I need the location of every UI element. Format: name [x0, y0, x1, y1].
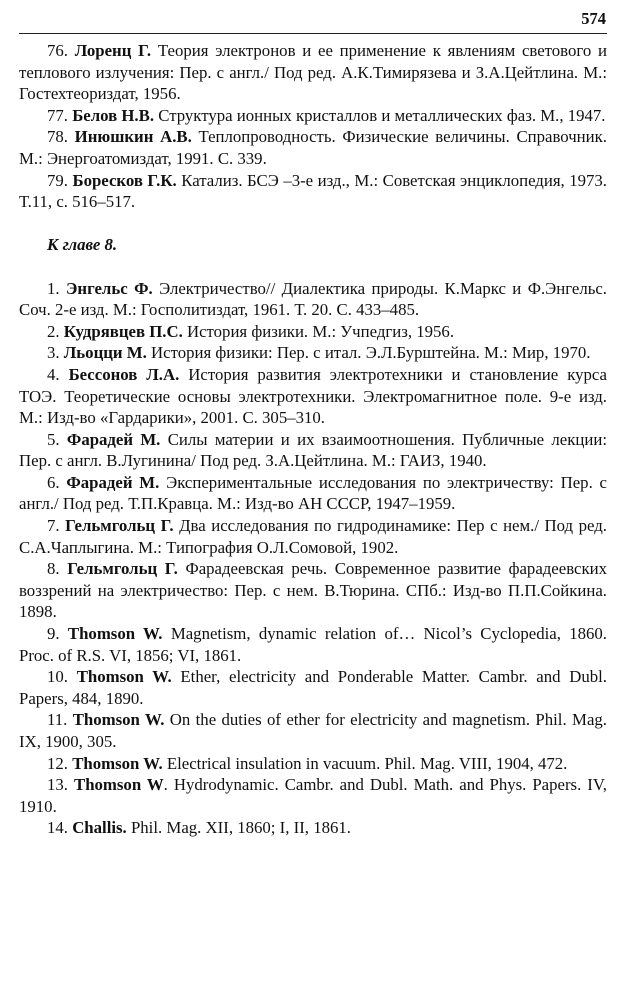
- references-group-previous-chapter: [19, 40, 607, 213]
- reference-entry: [19, 753, 607, 775]
- entry-text: История физики: Пер. с итал. Э.Л.Бурштейна. М.: Мир, 1970.: [151, 343, 591, 363]
- entry-author: Белов Н.В.: [72, 105, 155, 125]
- entry-author: Гельмгольц Г.: [67, 559, 178, 579]
- entry-author: Энгельс Ф.: [66, 278, 153, 298]
- reference-entry: [19, 623, 607, 666]
- entry-author: Кудрявцев П.С.: [63, 321, 183, 341]
- entry-text: Ether, electricity and Ponderable Matter. Cambr. and Dubl. Papers, 484, 1890.: [19, 667, 607, 708]
- entry-text: История развития электротехники и становление курса ТОЭ. Теоретические основы электротехники. Электромагнитное поле. 9-е изд. М.: Изд-во «Гардарики», 2001. С. 305–310.: [19, 364, 607, 428]
- reference-list: [19, 40, 607, 839]
- entry-text: On the duties of ether for electricity and magnetism. Phil. Mag. IX, 1900, 305.: [19, 710, 607, 751]
- reference-entry: [19, 666, 607, 709]
- entry-number: 77.: [47, 105, 68, 125]
- entry-number: 13.: [47, 775, 68, 795]
- entry-author: Фарадей М.: [66, 429, 161, 449]
- reference-entry: [19, 817, 607, 839]
- entry-number: 3.: [47, 343, 60, 363]
- reference-entry: [19, 472, 607, 515]
- reference-entry: [19, 709, 607, 752]
- entry-text: Экспериментальные исследования по электричеству: Пер. с англ./ Под ред. Т.П.Кравца. М.: Изд-во АН СССР, 1947–1959.: [19, 472, 607, 514]
- entry-number: 9.: [47, 624, 60, 644]
- entry-author: Льоцци М.: [63, 343, 147, 363]
- entry-text: Электричество// Диалектика природы. К.Маркс и Ф.Энгельс. Соч. 2-е изд. М.: Госполитиздат, 1961. Т. 20. С. 433–485.: [19, 278, 607, 320]
- reference-entry: [19, 342, 607, 364]
- reference-entry: [19, 170, 607, 213]
- reference-entry: [19, 364, 607, 429]
- reference-entry: [19, 774, 607, 817]
- entry-number: 7.: [47, 516, 60, 536]
- page-number: 574: [581, 9, 606, 28]
- entry-number: 6.: [47, 472, 60, 492]
- entry-number: 76.: [47, 41, 68, 60]
- entry-number: 5.: [47, 429, 60, 449]
- entry-number: 1.: [47, 278, 60, 298]
- entry-text: Electrical insulation in vacuum. Phil. Mag. VIII, 1904, 472.: [166, 753, 568, 773]
- entry-author: Лоренц Г.: [74, 41, 152, 60]
- entry-author: Challis.: [72, 818, 127, 838]
- entry-author: Гельмгольц Г.: [65, 516, 174, 536]
- entry-number: 8.: [47, 559, 60, 579]
- entry-text: История физики. М.: Учпедгиз, 1956.: [186, 321, 455, 341]
- spacer: [19, 256, 607, 278]
- entry-text: Структура ионных кристаллов и металлических фаз. М., 1947.: [158, 105, 606, 125]
- entry-author: Thomson W.: [72, 753, 163, 773]
- entry-author: Thomson W.: [67, 624, 163, 644]
- reference-entry: [19, 126, 607, 169]
- entry-text: Magnetism, dynamic relation of… Nicol’s Cyclopedia, 1860. Proc. of R.S. VI, 1856; VI, 1861.: [19, 624, 607, 665]
- entry-number: 78.: [47, 127, 68, 147]
- entry-author: Боресков Г.К.: [72, 170, 177, 190]
- entry-text: Теплопроводность. Физические величины. Справочник. М.: Энергоатомиздат, 1991. С. 339.: [19, 127, 607, 168]
- section-heading: К главе 8.: [47, 235, 118, 255]
- header-rule: [19, 33, 607, 34]
- reference-entry: [19, 558, 607, 623]
- entry-author: Фарадей М.: [66, 472, 160, 492]
- entry-number: 10.: [47, 667, 68, 687]
- reference-entry: [19, 278, 607, 321]
- entry-author: Thomson W: [74, 775, 164, 795]
- entry-text: Теория электронов и ее применение к явлениям светового и теплового излучения: Пер. с англ./ Под ред. А.К.Тимирязева и З.А.Цейтлина. М.: Гостехтеориздат, 1956.: [19, 41, 607, 104]
- references-group-chapter-8: [19, 278, 607, 839]
- entry-number: 4.: [47, 364, 60, 384]
- entry-number: 11.: [47, 710, 68, 730]
- entry-text: . Hydrodynamic. Cambr. and Dubl. Math. and Phys. Papers. IV, 1910.: [19, 775, 608, 816]
- entry-text: Фарадеевская речь. Современное развитие фарадеевских воззрений на электричество: Пер. с нем. В.Тюрина. СПб.: Изд-во П.П.Сойкина. 1898.: [19, 559, 607, 622]
- reference-entry: [19, 515, 607, 558]
- reference-entry: [19, 40, 607, 105]
- spacer: [19, 213, 607, 235]
- entry-author: Инюшкин А.В.: [74, 127, 192, 147]
- reference-entry: [19, 429, 607, 472]
- entry-text: Силы материи и их взаимоотношения. Публичные лекции: Пер. с англ. В.Лугинина/ Под ред. З.А.Цейтлина. М.: ГАИЗ, 1940.: [19, 429, 607, 471]
- entry-number: 2.: [47, 321, 60, 341]
- entry-text: Phil. Mag. XII, 1860; I, II, 1861.: [130, 818, 351, 838]
- entry-number: 79.: [47, 170, 68, 190]
- entry-number: 12.: [47, 753, 68, 773]
- reference-entry: [19, 105, 607, 127]
- entry-author: Thomson W.: [72, 710, 165, 730]
- entry-author: Thomson W.: [76, 667, 172, 687]
- entry-text: Два исследования по гидродинамике: Пер с нем./ Под ред. С.А.Чаплыгина. М.: Типография О.Л.Сомовой, 1902.: [19, 516, 607, 557]
- reference-entry: [19, 321, 607, 343]
- entry-number: 14.: [47, 818, 68, 838]
- entry-text: Катализ. БСЭ –3-е изд., М.: Советская энциклопедия, 1973. Т.11, с. 516–517.: [19, 170, 607, 212]
- entry-author: Бессонов Л.А.: [68, 364, 180, 384]
